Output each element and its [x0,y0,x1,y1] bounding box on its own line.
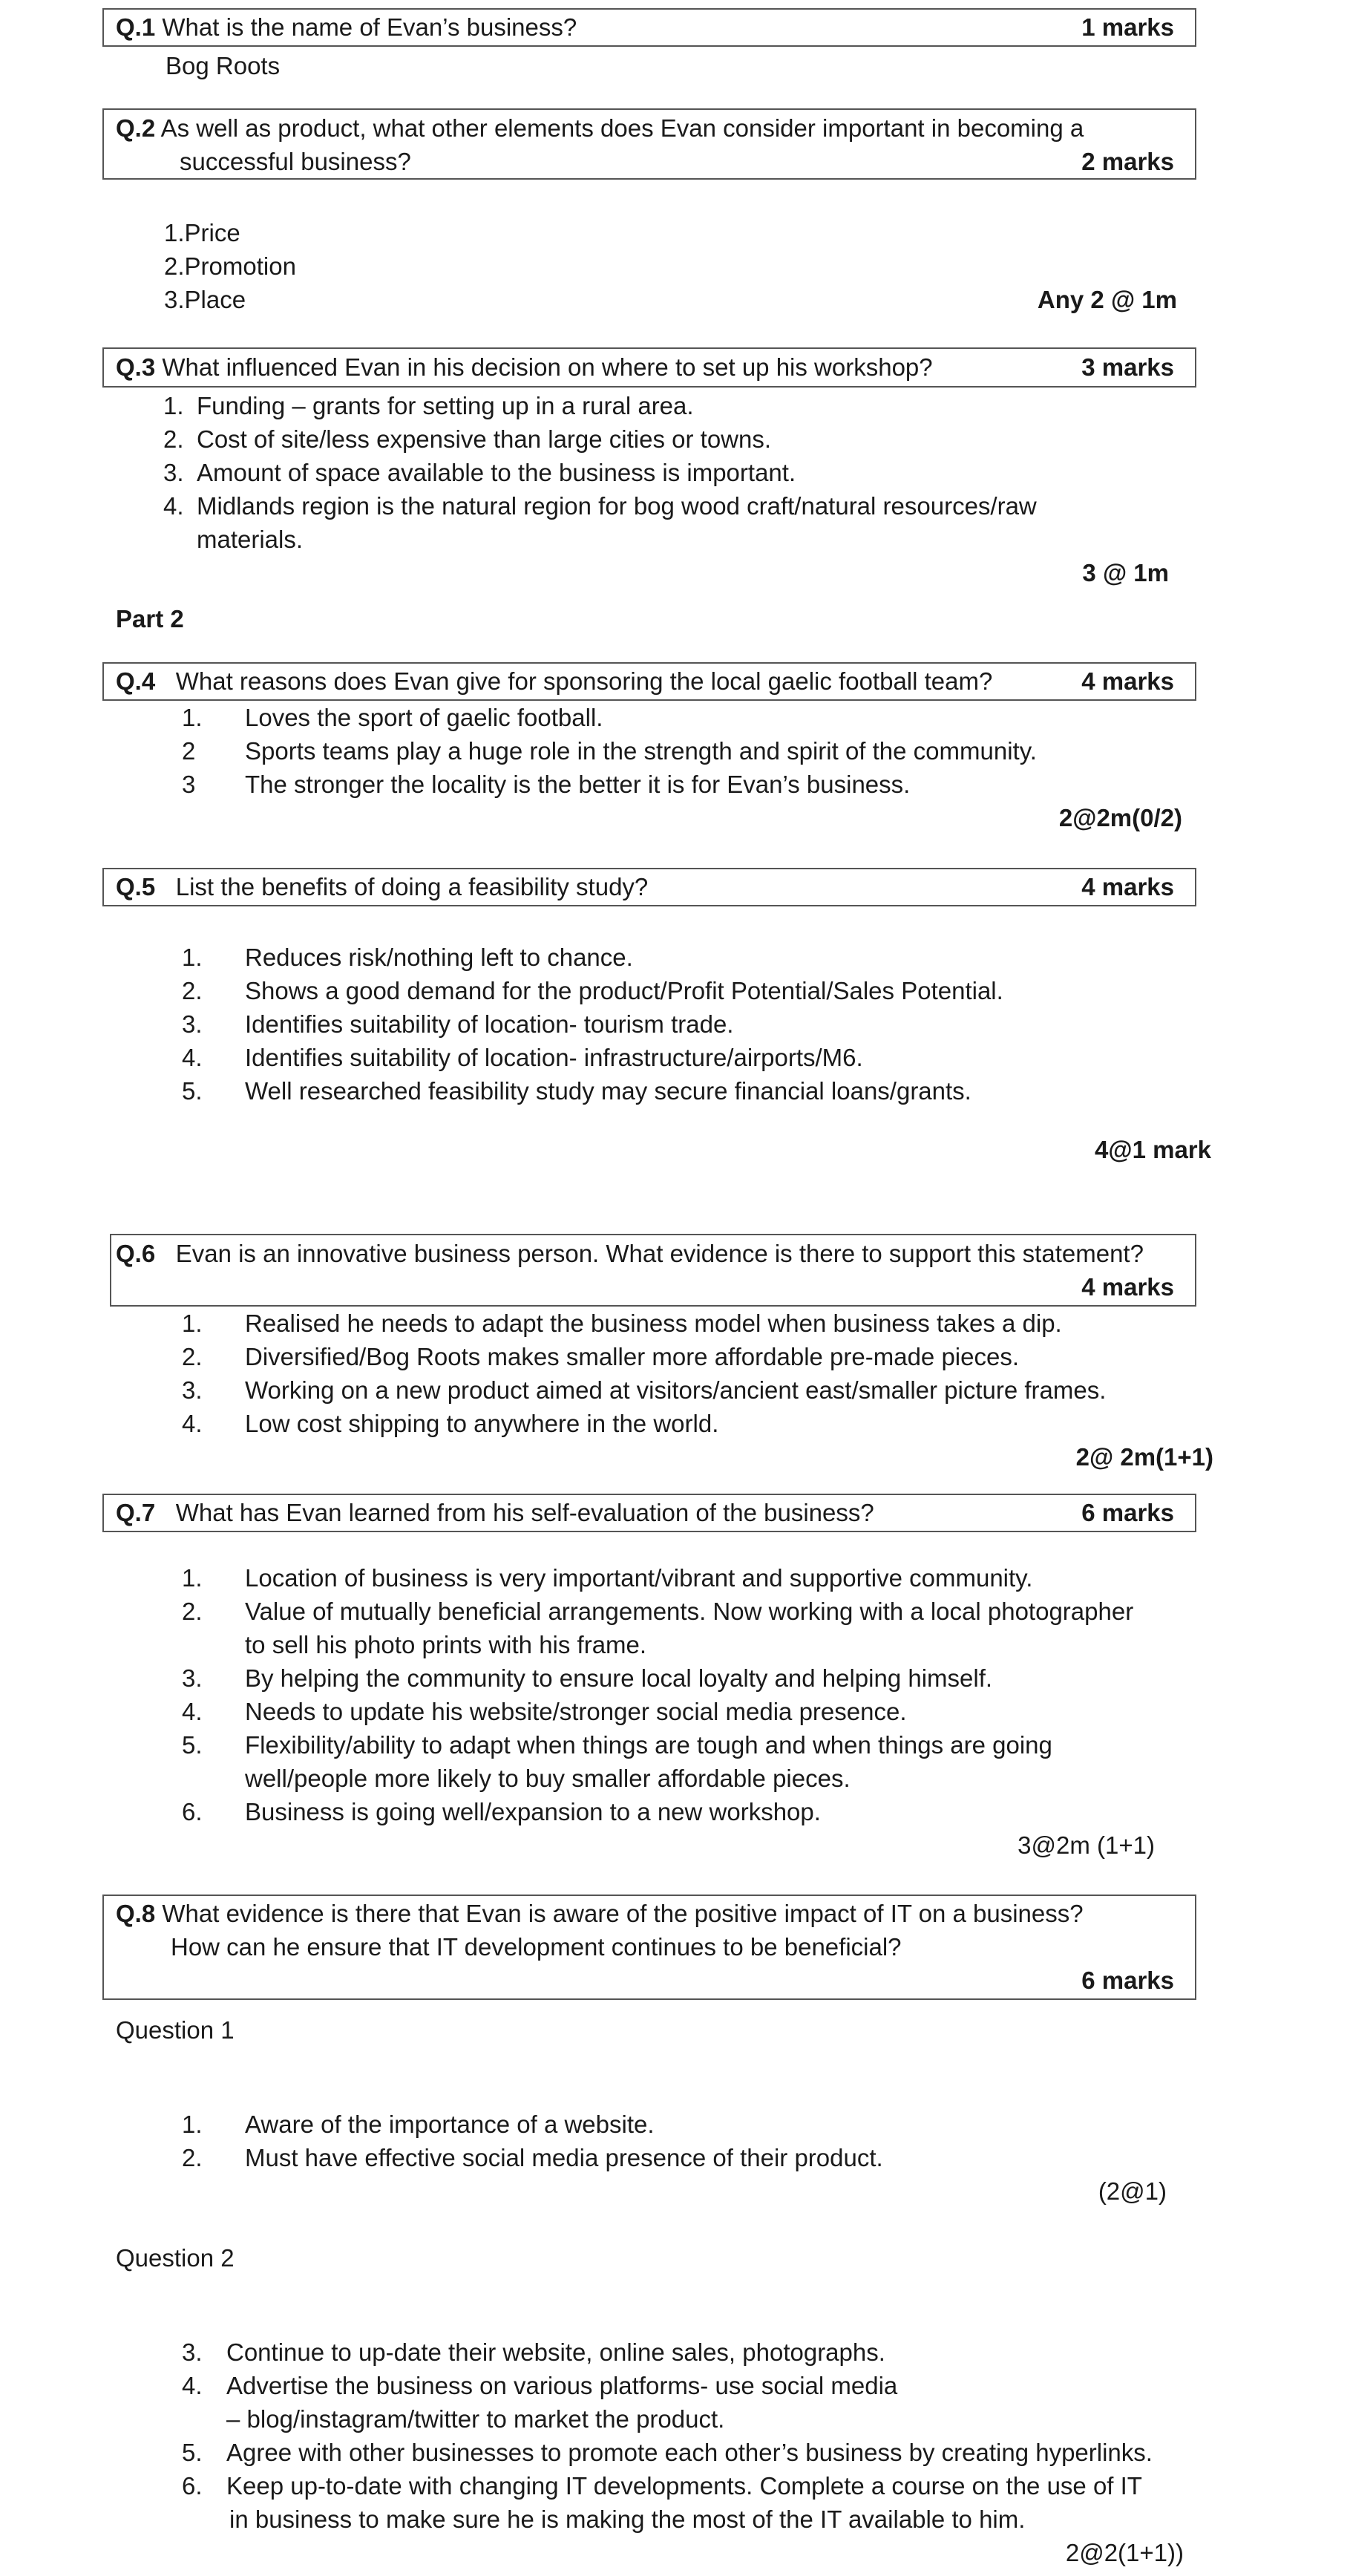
q4-item: The stronger the locality is the better it is for Evan’s business. [245,771,911,798]
q7-item-number: 3. [182,1664,203,1692]
q2-text-line2: successful business? [180,148,411,175]
q7-item-number: 6. [182,1798,203,1825]
q3-item: Cost of site/less expensive than large cities or towns. [197,425,772,453]
q2-text-line1: As well as product, what other elements does Evan consider important in becoming a [160,114,1084,142]
q3-question [116,351,933,384]
q5-item: Well researched feasibility study may secure financial loans/grants. [245,1077,971,1105]
q8-sub1-label: Question 1 [116,2016,235,2044]
q6-item: Low cost shipping to anywhere in the world. [245,1410,719,1437]
q7-item-number: 1. [182,1564,203,1592]
q7-item: Flexibility/ability to adapt when things are tough and when things are going [245,1731,1052,1759]
q7-item: Business is going well/expansion to a new workshop. [245,1798,821,1825]
q8-sub1-item-number: 2. [182,2144,203,2171]
q8-sub2-label: Question 2 [116,2244,235,2272]
q3-item-continuation: materials. [197,526,304,553]
q2-marks: 2 marks [1081,148,1174,175]
q8-sub1-item: Must have effective social media presence of their product. [245,2144,883,2171]
q4-allocation: 2@2m(0/2) [1058,804,1182,831]
q7-item-continuation: to sell his photo prints with his frame. [245,1631,647,1658]
q3-marks: 3 marks [1081,353,1174,381]
q6-allocation: 2@ 2m(1+1) [1075,1443,1213,1471]
q3-item-number: 4. [163,492,184,520]
q5-allocation: 4@1 mark [1095,1136,1211,1163]
q5-question [116,871,648,903]
q3-item-number: 2. [163,425,184,453]
q4-item: Sports teams play a huge role in the strength and spirit of the community. [245,737,1037,765]
q8-sub2-item: Advertise the business on various platforms- use social media [226,2372,898,2399]
q8-sub1-allocation: (2@1) [1098,2177,1167,2205]
q3-allocation: 3 @ 1m [1082,559,1169,586]
q2-number: Q.2 [116,114,156,142]
q8-sub2-item-continuation: – blog/instagram/twitter to market the product. [226,2405,725,2433]
q4-item-number: 3 [182,771,196,798]
q7-item-number: 4. [182,1698,203,1725]
q8-sub2-item-number: 6. [182,2472,203,2500]
q7-text: What has Evan learned from his self-evaluation of the business? [175,1499,874,1526]
q5-item-number: 5. [182,1077,203,1105]
q6-item: Diversified/Bog Roots makes smaller more affordable pre-made pieces. [245,1343,1020,1370]
q7-number: Q.7 [116,1499,156,1526]
q8-question [116,1897,1084,1930]
q5-text: List the benefits of doing a feasibility study? [175,873,649,900]
q6-item-number: 4. [182,1410,203,1437]
q4-number: Q.4 [116,667,156,695]
q8-sub2-allocation: 2@2(1+1)) [1065,2539,1184,2566]
q1-number: Q.1 [116,13,156,41]
q8-sub2-item-continuation: in business to make sure he is making the most of the IT available to him. [229,2505,1026,2533]
q6-number: Q.6 [116,1240,156,1267]
q7-item: Value of mutually beneficial arrangements. Now working with a local photographer [245,1598,1134,1625]
q4-item-number: 2 [182,737,196,765]
q8-sub2-item: Agree with other businesses to promote each other’s business by creating hyperlinks. [226,2439,1153,2466]
q7-item-number: 2. [182,1598,203,1625]
q6-item-number: 1. [182,1310,203,1337]
q7-allocation: 3@2m (1+1) [1018,1831,1155,1859]
q2-item: 3.Place [164,286,246,313]
q8-marks: 6 marks [1081,1967,1174,1994]
q6-text: Evan is an innovative business person. What evidence is there to support this statement? [175,1240,1144,1267]
q8-sub1-item: Aware of the importance of a website. [245,2111,655,2138]
q2-item: 2.Promotion [164,252,296,280]
q1-question [116,11,577,44]
q4-question [116,665,992,698]
q6-item: Working on a new product aimed at visitors/ancient east/smaller picture frames. [245,1376,1107,1404]
part-2-heading: Part 2 [116,605,184,632]
q7-item: Needs to update his website/stronger social media presence. [245,1698,907,1725]
q3-text: What influenced Evan in his decision on where to set up his workshop? [162,353,933,381]
q6-item-number: 2. [182,1343,203,1370]
q6-marks: 4 marks [1081,1273,1174,1301]
q5-item: Reduces risk/nothing left to chance. [245,944,633,971]
q5-marks: 4 marks [1081,873,1174,900]
q4-text: What reasons does Evan give for sponsoring the local gaelic football team? [175,667,993,695]
q5-item-number: 4. [182,1044,203,1071]
q8-sub2-item-number: 4. [182,2372,203,2399]
q3-item: Funding – grants for setting up in a rural area. [197,392,694,419]
q5-item-number: 1. [182,944,203,971]
q5-number: Q.5 [116,873,156,900]
q6-question [116,1238,1144,1270]
q2-allocation: Any 2 @ 1m [1037,286,1177,313]
q8-sub2-item: Keep up-to-date with changing IT developments. Complete a course on the use of IT [226,2472,1142,2500]
q7-item: By helping the community to ensure local loyalty and helping himself. [245,1664,993,1692]
q8-number: Q.8 [116,1900,156,1927]
q4-item-number: 1. [182,704,203,731]
q3-item: Midlands region is the natural region for bog wood craft/natural resources/raw [197,492,1037,520]
q5-item-number: 2. [182,977,203,1004]
q5-item: Identifies suitability of location- tourism trade. [245,1010,734,1038]
q3-item: Amount of space available to the business is important. [197,459,796,486]
q5-item: Identifies suitability of location- infrastructure/airports/M6. [245,1044,863,1071]
q7-item-number: 5. [182,1731,203,1759]
q1-text: What is the name of Evan’s business? [162,13,577,41]
q4-item: Loves the sport of gaelic football. [245,704,603,731]
q2-question [116,112,1084,145]
q8-sub2-item-number: 3. [182,2338,203,2366]
q3-item-number: 1. [163,392,184,419]
q1-answer: Bog Roots [166,52,281,79]
q8-sub2-item-number: 5. [182,2439,203,2466]
q4-marks: 4 marks [1081,667,1174,695]
q7-question [116,1497,874,1529]
q7-marks: 6 marks [1081,1499,1174,1526]
q6-item: Realised he needs to adapt the business model when business takes a dip. [245,1310,1062,1337]
q3-item-number: 3. [163,459,184,486]
q1-marks: 1 marks [1081,13,1174,41]
q8-sub2-item: Continue to up-date their website, online sales, photographs. [226,2338,885,2366]
q7-item-continuation: well/people more likely to buy smaller affordable pieces. [245,1765,851,1792]
q8-sub1-item-number: 1. [182,2111,203,2138]
q2-item: 1.Price [164,219,240,246]
q3-number: Q.3 [116,353,156,381]
q7-item: Location of business is very important/vibrant and supportive community. [245,1564,1033,1592]
q8-text-line2: How can he ensure that IT development continues to be beneficial? [171,1933,902,1961]
q5-item: Shows a good demand for the product/Profit Potential/Sales Potential. [245,977,1003,1004]
q5-item-number: 3. [182,1010,203,1038]
q6-item-number: 3. [182,1376,203,1404]
q8-text-line1: What evidence is there that Evan is aware of the positive impact of IT on a business? [162,1900,1084,1927]
